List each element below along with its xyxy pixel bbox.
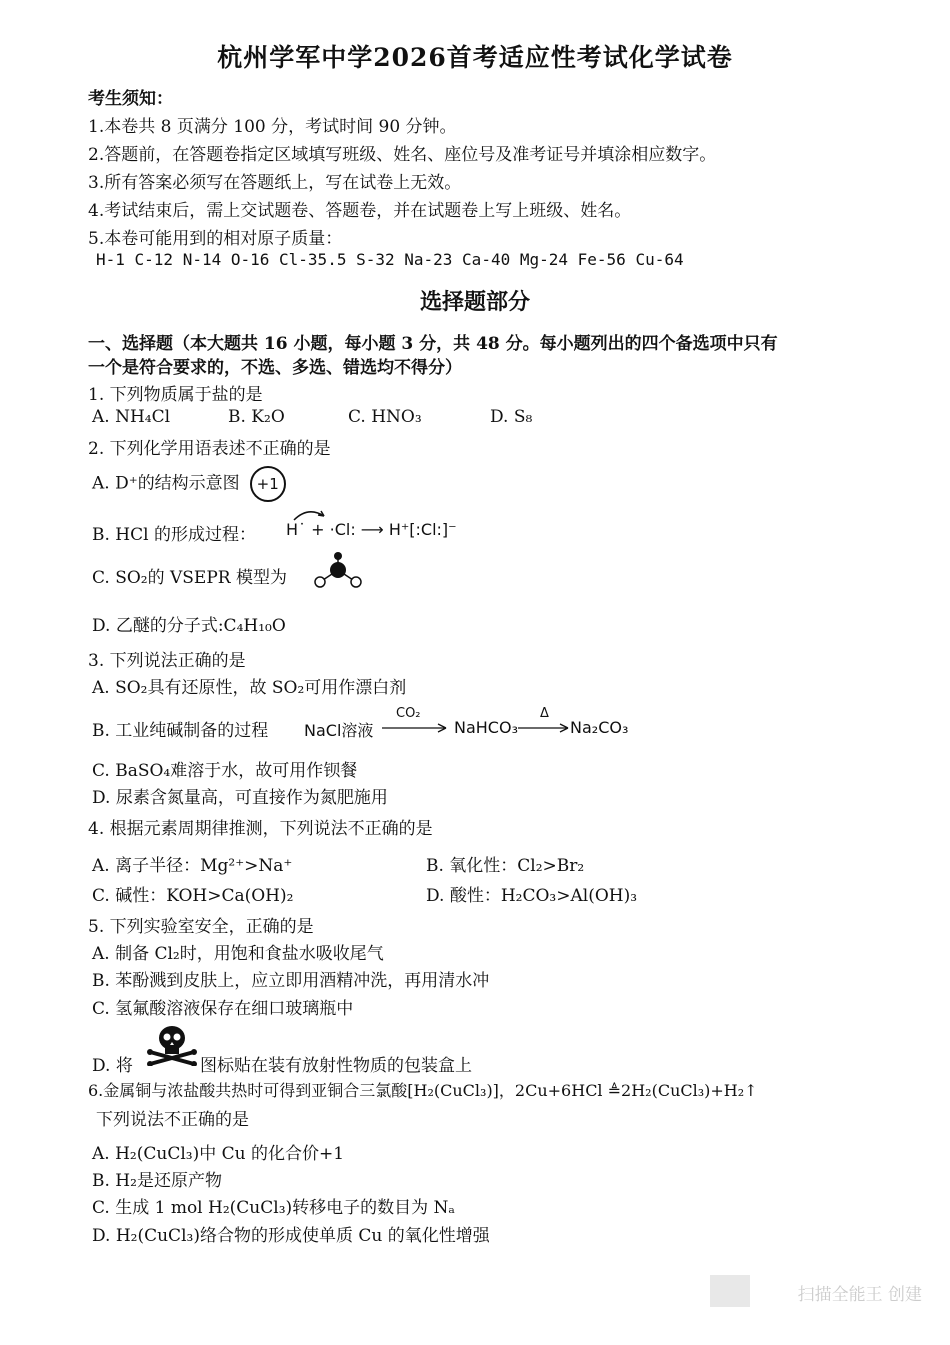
q3-stem: 3. 下列说法正确的是 [88,651,246,671]
q4-option-d: D. 酸性：H₂CO₃>Al(OH)₃ [426,886,638,906]
q5-option-c: C. 氢氟酸溶液保存在细口玻璃瓶中 [92,999,354,1019]
q3-option-c: C. BaSO₄难溶于水，故可用作钡餐 [92,761,358,781]
vsepr-model-icon [310,550,366,590]
q3-b-arrow2-label: Δ [540,706,549,721]
instructions-line-2: 一个是符合要求的，不选、多选、错选均不得分） [88,358,462,378]
q1-option-b: B. K₂O [228,407,285,427]
q3-option-a: A. SO₂具有还原性，故 SO₂可用作漂白剂 [92,678,407,698]
q4-option-c: C. 碱性：KOH>Ca(OH)₂ [92,886,294,906]
q4-option-a: A. 离子半径：Mg²⁺>Na⁺ [92,856,293,876]
scanner-watermark: 扫描全能王 创建 [797,1285,922,1305]
notice-heading: 考生须知： [88,89,173,109]
q5-option-b: B. 苯酚溅到皮肤上，应立即用酒精冲洗，再用清水冲 [92,971,490,991]
q1-option-c: C. HNO₃ [348,407,422,427]
q2-option-d: D. 乙醚的分子式:C₄H₁₀O [92,616,286,636]
q6-option-c: C. 生成 1 mol H₂(CuCl₃)转移电子的数目为 Nₐ [92,1198,455,1218]
q6-option-b: B. H₂是还原产物 [92,1171,222,1191]
page-title: 杭州学军中学2026首考适应性考试化学试卷 [217,43,733,72]
notice-item-4: 4.考试结束后，需上交试题卷、答题卷，并在试题卷上写上班级、姓名。 [88,201,632,221]
q3-option-b: B. 工业纯碱制备的过程 [92,721,269,741]
structure-diagram-circle: +1 [250,466,286,502]
notice-item-3: 3.所有答案必须写在答题纸上，写在试卷上无效。 [88,173,462,193]
hcl-formation-equation: H˙ + ·Cl: ⟶ H⁺[:Cl:]⁻ [286,520,457,539]
q1-option-d: D. S₈ [490,407,533,427]
q5-option-d-pre: D. 将 [92,1056,133,1076]
electron-transfer-arrow-icon [290,506,330,522]
notice-item-2: 2.答题前，在答题卷指定区域填写班级、姓名、座位号及准考证号并填涂相应数字。 [88,145,717,165]
reaction-arrow-icon [382,722,452,734]
q3-b-intermediate: NaHCO₃ [454,718,518,737]
q2-option-a [92,466,286,502]
q3-option-d: D. 尿素含氮量高，可直接作为氮肥施用 [92,788,388,808]
heating-arrow-icon [518,722,574,734]
notice-item-5: 5.本卷可能用到的相对原子质量： [88,229,343,249]
atomic-masses: H-1 C-12 N-14 O-16 Cl-35.5 S-32 Na-23 Ca-40 Mg-24 Fe-56 Cu-64 [96,250,684,269]
section-title: 选择题部分 [419,289,530,315]
q5-stem: 5. 下列实验室安全，正确的是 [88,917,314,937]
q4-option-b: B. 氧化性：Cl₂>Br₂ [426,856,585,876]
q6-stem: 6.金属铜与浓盐酸共热时可得到亚铜合三氯酸[H₂(CuCl₃)]，2Cu+6HCl ≜2H₂(CuCl₃)+H₂↑ [88,1081,758,1100]
instructions-line-1: 一、选择题（本大题共 16 小题，每小题 3 分，共 48 分。每小题列出的四个备选项中只有 [88,334,778,354]
q4-stem: 4. 根据元素周期律推测，下列说法不正确的是 [88,819,433,839]
q3-b-arrow1-label: CO₂ [396,706,421,721]
q2-stem: 2. 下列化学用语表述不正确的是 [88,439,331,459]
q2-option-b [92,520,256,545]
q2-option-c: C. SO₂的 VSEPR 模型为 [92,568,287,588]
q2-option-b-text: B. HCl 的形成过程： [92,525,256,545]
q3-b-reactant: NaCl溶液 [304,721,374,740]
q5-option-d-post: 图标贴在装有放射性物质的包装盒上 [200,1056,472,1076]
q1-option-a: A. NH₄Cl [92,407,171,427]
q2-option-a-text: A. D⁺的结构示意图 [92,473,240,494]
notice-item-1: 1.本卷共 8 页满分 100 分，考试时间 90 分钟。 [88,117,457,137]
q6-option-d: D. H₂(CuCl₃)络合物的形成使单质 Cu 的氧化性增强 [92,1226,490,1246]
q6-stem-2: 下列说法不正确的是 [96,1110,249,1130]
q1-stem: 1. 下列物质属于盐的是 [88,385,263,405]
watermark-logo [710,1275,750,1307]
q3-b-product: Na₂CO₃ [570,718,629,737]
skull-crossbones-icon [146,1022,198,1066]
q5-option-a: A. 制备 Cl₂时，用饱和食盐水吸收尾气 [92,944,384,964]
q6-option-a: A. H₂(CuCl₃)中 Cu 的化合价+1 [92,1144,345,1164]
